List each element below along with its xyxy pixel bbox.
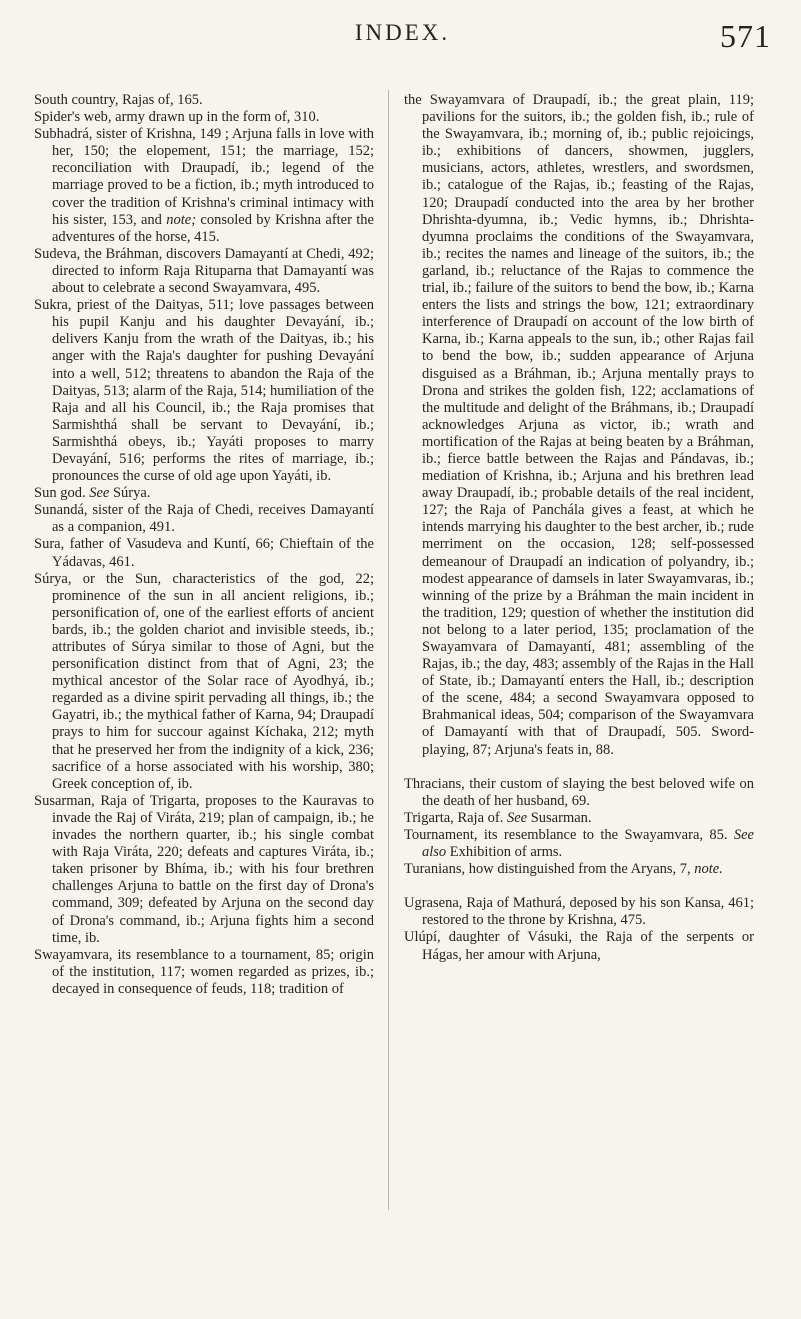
index-entry-spiders-web (34, 109, 374, 126)
index-entry-ulupi (404, 929, 754, 963)
entry-tail: Súrya. (109, 485, 151, 502)
entry-text: army drawn up in the form of, 310. (111, 109, 320, 126)
entry-heading: Thracians, (404, 775, 465, 792)
index-entry-thracians (404, 776, 754, 810)
entry-tail: Exhibition of arms. (446, 844, 563, 861)
entry-tail: Susarman. (527, 809, 592, 826)
entry-heading: Susarman, (34, 792, 95, 809)
entry-text: their custom of slaying the best beloved wife on the death of her husband, 69. (422, 775, 754, 809)
entry-heading: South country, (34, 92, 119, 108)
entry-text: Raja of Mathurá, deposed by his son Kansa, 461; restored to the throne by Krishna, 475. (422, 895, 754, 929)
index-entry-turanians (404, 861, 754, 878)
entry-heading: Tournament, (404, 826, 478, 843)
entry-text: sister of Krishna, 149 ; Arjuna falls in love with her, 150; the elopement, 151; the marriage, 152; reconciliation with Draupadí, ib.; legend of the marriage proved to be a fiction, ib.; myth introduced to cover the tradition of Krishna's criminal intimacy with his sister, 153, and (52, 126, 374, 228)
entry-tail: consoled by Krishna after the adventures of the horse, 415. (52, 211, 374, 245)
index-entry-sukra (34, 297, 374, 485)
entry-heading: Sudeva, (34, 245, 81, 262)
entry-heading: Súrya, (34, 570, 72, 587)
entry-text: Raja of Trigarta, proposes to the Kauravas to invade the Raj of Viráta, 219; plan of campaign, ib.; he invades the northern quarter, ib.; his single combat with Raja Viráta, 220; defeats and captures Viráta, ib.; taken prisoner by Bhíma, ib.; with his four brethren challenges Arjuna to battle on the first day of Drona's command, 309; defeated by Arjuna on the second day of Drona's command, ib.; Arjuna fights him a second time, ib. (52, 792, 374, 946)
entry-heading: Sura, (34, 536, 65, 553)
entry-heading: Subhadrá, (34, 126, 93, 143)
entry-heading: Trigarta, (404, 809, 454, 826)
index-entry-subhadra (34, 126, 374, 246)
column-divider (388, 90, 389, 1210)
entry-text: sister of the Raja of Chedi, receives Damayantí as a companion, 491. (52, 502, 374, 536)
index-entry-surya (34, 571, 374, 793)
entry-heading: Sunandá, (34, 502, 88, 519)
entry-heading: Sukra, (34, 297, 72, 314)
entry-text: or the Sun, characteristics of the god, 22; prominence of the sun in all ancient religions, ib.; personification of, one of the earliest efforts of ancient bards, ib.; the golden chariot and invisible steeds, ib.; attributes of Súrya similar to those of Agni, but the personification distinct from that of Agni, 23; the mythical ancestor of the Solar race of Ayodhyá, ib.; regarded as a divine spirit pervading all things, ib.; the Gayatri, ib.; the mythical father of Karna, 94; Draupadí prays to him for succour against Kíchaka, 212; myth that he preserved her from the indignity of a kick, 236; sacrifice of a horse associated with his worship, 380; Greek conception of, ib. (52, 570, 374, 792)
entry-text: its resemblance to the Swayamvara, 85. (477, 826, 734, 843)
index-entry-sura (34, 536, 374, 570)
entry-heading: Ulúpí, (404, 929, 441, 946)
index-entry-swayamvara-cont (404, 92, 754, 759)
entry-heading: Spider's web, (34, 109, 112, 126)
page-number: 571 (720, 18, 771, 54)
entry-text: Raja of. (453, 809, 507, 826)
index-entry-south-country (34, 92, 374, 109)
entry-italic: note. (694, 861, 723, 878)
index-entry-trigarta (404, 810, 754, 827)
index-entry-tournament (404, 827, 754, 861)
entry-text: the Bráhman, discovers Damayantí at Chedi, 492; directed to inform Raja Rituparna that Damayantí was about to celebrate a second Swayamvara, 495. (52, 245, 374, 297)
entry-text: Rajas of, 165. (118, 92, 203, 108)
page-title: INDEX. (354, 20, 451, 45)
index-entry-sun-god (34, 485, 374, 502)
entry-heading: Turanians, (404, 861, 466, 878)
entry-text: its resemblance to a tournament, 85; origin of the institution, 117; women regarded as prizes, ib.; decayed in consequence of feuds, 118; tradition of (52, 946, 374, 997)
index-column-right (404, 92, 754, 964)
index-entry-susarman (34, 793, 374, 947)
index-column-left (34, 92, 374, 998)
entry-heading: Swayamvara, (34, 946, 113, 963)
index-entry-swayamvara (34, 947, 374, 998)
index-entry-sudeva (34, 246, 374, 297)
entry-italic: See (506, 809, 528, 826)
entry-italic: See also (422, 826, 754, 861)
entry-heading: Sun god. (34, 485, 86, 502)
entry-italic: note; (166, 211, 197, 228)
entry-text: priest of the Daityas, 511; love passages between his pupil Kanju and his daughter Devayání, ib.; delivers Kanju from the wrath of the Daityas, ib.; his anger with the Raja's daughter for pushing Devayání into a well, 512; threatens to abandon the Raja of the Daityas, 513; alarm of the Raja, 514; humiliation of the Raja and all his Council, ib.; the Raja promises that Sarmishthá shall be servant to Devayání, ib.; Sarmishthá obeys, ib.; Yayáti proposes to marry Devayání, 516; performs the rites of marriage, ib.; pronounces the curse of old age upon Yayáti, ib. (52, 297, 374, 485)
entry-text: how distinguished from the Aryans, 7, (465, 861, 695, 878)
entry-text: father of Vasudeva and Kuntí, 66; Chieftain of the Yádavas, 461. (52, 536, 374, 570)
entry-text: daughter of Vásuki, the Raja of the serpents or Hágas, her amour with Arjuna, (422, 929, 754, 963)
index-entry-ugrasena (404, 895, 754, 929)
entry-text: the Swayamvara of Draupadí, ib.; the great plain, 119; pavilions for the suitors, ib.; the golden fish, ib.; rule of the Swayamvara, ib.; morning of, ib.; public rejoicings, ib.; exhibitions of dancers, showmen, jugglers, musicians, actors, athletes, wrestlers, and swordsmen, ib.; catalogue of the Rajas, ib.; feasting of the Rajas, 120; Draupadí conducted into the area by her brother Dhrishta-dyumna, ib.; Vedic hymns, ib.; Dhrishta-dyumna proclaims the conditions of the Swayamvara, ib.; recites the names and lineage of the suitors, ib.; the garland, ib.; reluctance of the Rajas to commence the trial, ib.; failure of the suitors to bend the bow, ib.; Karna enters the lists and strings the bow, 121; extraordinary interference of Draupadí on account of the low birth of Karna, ib.; Karna appeals to the sun, ib.; other Rajas fail to bend the bow, ib.; sudden appearance of Arjuna disguised as a Bráhman, ib.; Arjuna mentally prays to Drona and strikes the golden fish, 122; acclamations of the multitude and delight of the Bráhmans, ib.; Draupadí acknowledges Arjuna as victor, ib.; wrath and mortification of the Rajas at being beaten by a Bráhman, ib.; fierce battle between the Rajas and Pándavas, ib.; mediation of Krishna, ib.; Arjuna and his brethren lead away Draupadí, ib.; probable details of the real incident, 127; the Raja of Panchála gives a feast, at which he intends marrying his daughter to the best archer, ib.; rude merriment on the occasion, 128; self-possessed demeanour of Draupadí an indication of polyandry, ib.; modest appearance of damsels in later Swayamvaras, ib.; winning of the prize by a Bráhman the main incident in the tradition, 129; question of whether the institution did not belong to a later period, 135; proclamation of the Swayamvara of Damayantí, 481; assembling of the Rajas, ib.; the day, 483; assembly of the Rajas in the Hall of State, ib.; Damayantí enters the Hall, ib.; description of the scene, 484; a second Swayamvara opposed to Brahmanical ideas, 504; comparison of the Swayamvara of Damayantí with that of Draupadí, 505. Sword-playing, 87; Arjuna's feats in, 88. (404, 92, 754, 758)
entry-italic: See (89, 485, 110, 502)
index-entry-sunanda (34, 502, 374, 536)
running-head (30, 18, 775, 58)
entry-heading: Ugrasena, (404, 895, 463, 912)
